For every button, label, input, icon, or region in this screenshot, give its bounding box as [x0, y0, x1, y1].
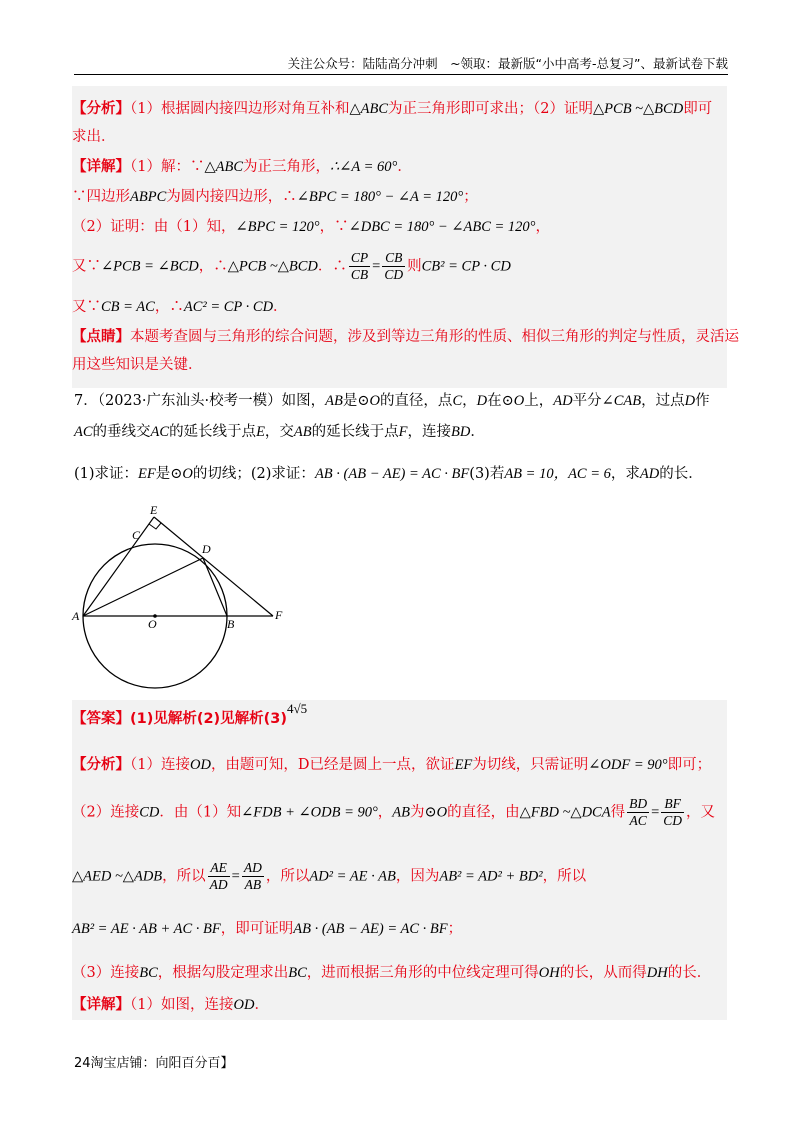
fraction-cp-cb: $\frac{CP}{CB}$	[350, 250, 369, 282]
detail-line-5: 又∵CB = AC，∴AC² = CP · CD．	[72, 299, 288, 315]
analysis7-line-3: △AED ~△ADB，所以 $\frac{AE}{AD}$ = $\frac{AD}{AB}$ ，所以AD² = AE · AB，因为AB² = AD² + BD²，所以	[72, 860, 587, 892]
answer-line: 【答案】(1)见解析(2)见解析(3)4√5	[72, 701, 308, 727]
detail7-line-1: 【详解】（1）如图，连接OD．	[72, 997, 269, 1013]
detail-line-1: 【详解】（1）解：∵△ABC为正三角形，∴∠A = 60°．	[72, 159, 412, 175]
label-d: D	[202, 542, 211, 556]
label-a: A	[72, 609, 80, 623]
geometry-figure	[66, 502, 296, 692]
analysis7-line-2: （2）连接CD．由（1）知∠FDB + ∠ODB = 90°，AB为⊙O的直径，由△FBD ~△DCA得 $\frac{BD}{AC}$ = $\frac{BF}{CD}$ ，又	[72, 796, 716, 828]
label-e: E	[150, 503, 158, 517]
fraction-cb-cd: $\frac{CB}{CD}$	[384, 250, 404, 282]
analysis-tag: 【分析】	[72, 101, 130, 117]
line-e-f	[154, 517, 273, 616]
detail-tag: 【详解】	[72, 159, 130, 175]
fraction-ae-ad: $\frac{AE}{AD}$	[209, 860, 228, 892]
comment-line-1: 【点睛】本题考查圆与三角形的综合问题，涉及到等边三角形的性质、相似三角形的判定与性质，灵活运	[72, 329, 739, 345]
line-a-e	[83, 517, 154, 616]
analysis7-line-1: 【分析】（1）连接OD，由题可知，D已经是圆上一点，欲证EF为切线，只需证明∠ODF = 90°即可；	[72, 757, 712, 773]
fraction-ad-ab: $\frac{AD}{AB}$	[243, 860, 262, 892]
analysis7-line-5: （3）连接BC，根据勾股定理求出BC，进而根据三角形的中位线定理可得OH的长，从而得DH的长．	[72, 965, 712, 981]
label-f: F	[275, 608, 283, 622]
solution-block-7	[72, 700, 727, 1020]
right-angle-mark	[149, 523, 161, 529]
comment-tag: 【点睛】	[72, 329, 130, 345]
answer-tag: 【答案】	[72, 711, 130, 727]
page-header: 关注公众号：陆陆高分冲刺 ~领取：最新版“小中高考-总复习”、最新试卷下载	[74, 56, 728, 75]
page-footer: 24淘宝店铺：向阳百分百】	[74, 1056, 234, 1071]
label-b: B	[227, 617, 235, 631]
question-7-line-2: AC的垂线交AC的延长线于点E，交AB的延长线于点F，连接BD．	[74, 424, 485, 440]
detail-line-4: 又∵∠PCB = ∠BCD，∴△PCB ~△BCD．∴ $\frac{CP}{CB}$ = $\frac{CB}{CD}$ 则CB² = CP · CD	[72, 250, 511, 282]
question-7-line-1: 7．（2023·广东汕头·校考一模）如图，AB是⊙O的直径，点C，D在⊙O上，AD平分∠CAB，过点D作	[74, 393, 710, 409]
comment-line-2: 用这些知识是关键．	[72, 357, 203, 373]
question-7-line-3: (1)求证：EF是⊙O的切线；(2)求证：AB · (AB − AE) = AC · BF(3)若AB = 10，AC = 6，求AD的长．	[74, 466, 703, 482]
detail-line-3: （2）证明：由（1）知，∠BPC = 120°，∵∠DBC = 180° − ∠ABC = 120°，	[72, 219, 550, 235]
fraction-bd-ac: $\frac{BD}{AC}$	[629, 796, 648, 828]
solution-block-6	[72, 86, 739, 388]
analysis7-tag: 【分析】	[72, 757, 130, 773]
line-a-d	[83, 558, 203, 616]
analysis-line-1: 【分析】（1）根据圆内接四边形对角互补和△ABC为正三角形即可求出；（2）证明△PCB ~△BCD即可	[72, 101, 713, 117]
label-c: C	[132, 528, 141, 542]
line-d-b	[203, 558, 227, 616]
analysis7-line-4: AB² = AE · AB + AC · BF，即可证明AB · (AB − AE) = AC · BF；	[72, 921, 463, 937]
fraction-bf-cd: $\frac{BF}{CD}$	[663, 796, 683, 828]
label-o: O	[148, 617, 157, 631]
detail7-tag: 【详解】	[72, 997, 130, 1013]
detail-line-2: ∵四边形ABPC为圆内接四边形，∴∠BPC = 180° − ∠A = 120°；	[72, 189, 478, 205]
analysis-line-2: 求出．	[72, 129, 116, 145]
